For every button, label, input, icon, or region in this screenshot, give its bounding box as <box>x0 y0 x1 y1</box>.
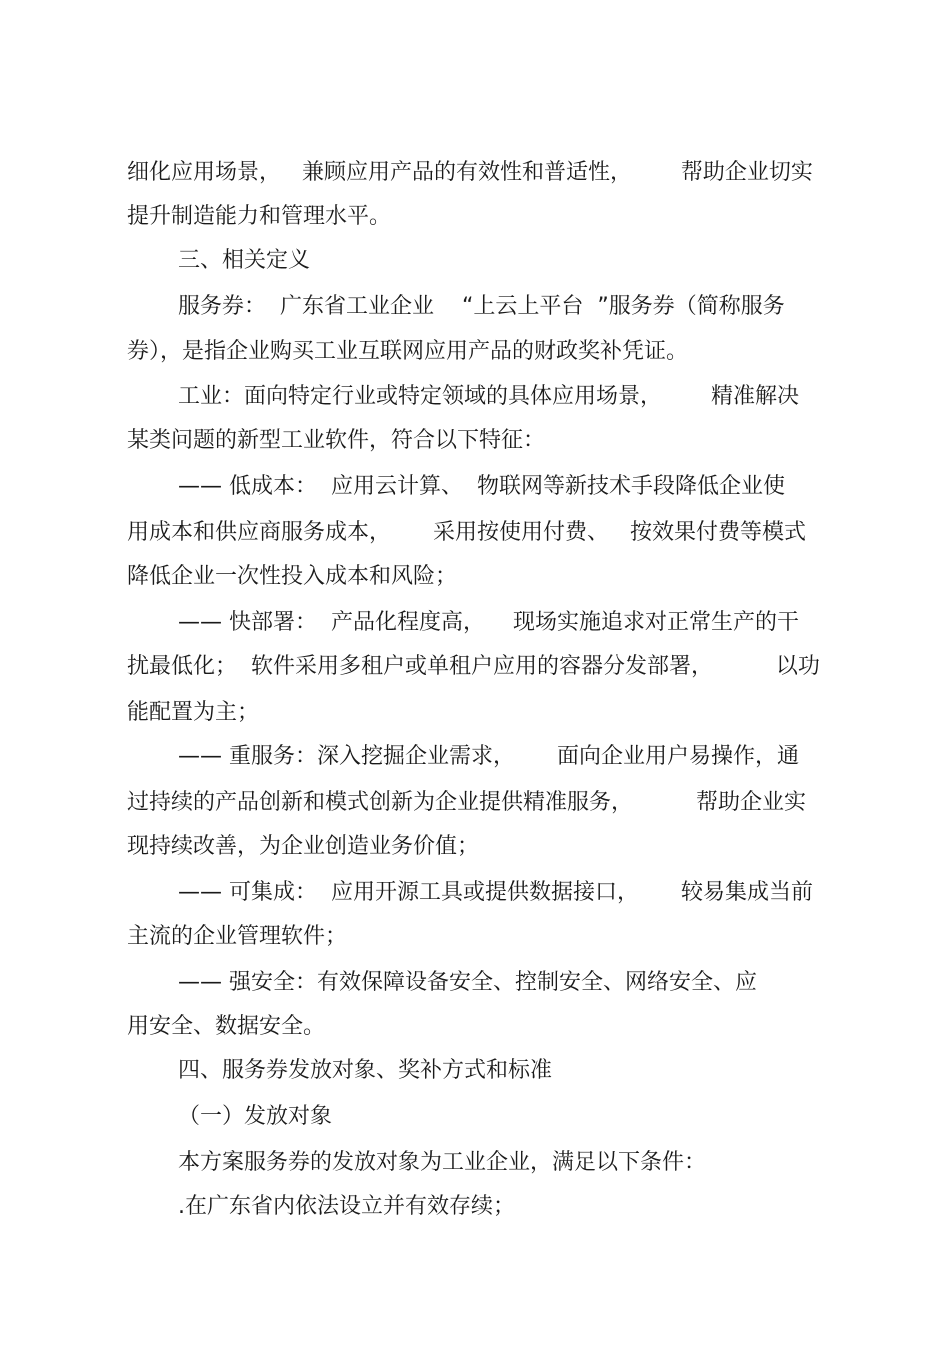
text-line: 服务券： 广东省工业企业 “上云上平台 ”服务券（简称服务 <box>178 294 785 319</box>
text-line: 能配置为主； <box>127 700 260 725</box>
condition-item: .在广东省内依法设立并有效存续； <box>178 1194 515 1219</box>
text-line: 提升制造能力和管理水平。 <box>127 204 392 229</box>
section-heading-4: 四、服务券发放对象、奖补方式和标准 <box>178 1058 553 1083</box>
feature-item-low-cost: —— 低成本： 应用云计算、 物联网等新技术手段降低企业使 <box>178 474 785 499</box>
feature-item-service: —— 重服务：深入挖掘企业需求， 面向企业用户易操作，通 <box>178 744 799 769</box>
text-line: 用安全、数据安全。 <box>127 1014 326 1039</box>
feature-item-integration: —— 可集成： 应用开源工具或提供数据接口， 较易集成当前 <box>178 880 813 905</box>
section-heading-3: 三、相关定义 <box>178 248 311 273</box>
feature-item-security: —— 强安全：有效保障设备安全、控制安全、网络安全、应 <box>178 970 757 995</box>
text-line: 用成本和供应商服务成本， 采用按使用付费、 按效果付费等模式 <box>127 520 806 545</box>
text-line: 工业：面向特定行业或特定领域的具体应用场景， 精准解决 <box>178 384 799 409</box>
feature-item-fast-deploy: —— 快部署： 产品化程度高， 现场实施追求对正常生产的干 <box>178 610 799 635</box>
subsection-heading-1: （一）发放对象 <box>178 1104 333 1129</box>
text-line: 细化应用场景， 兼顾应用产品的有效性和普适性， 帮助企业切实 <box>127 160 813 185</box>
text-line: 本方案服务券的发放对象为工业企业，满足以下条件： <box>178 1150 707 1175</box>
text-line: 过持续的产品创新和模式创新为企业提供精准服务， 帮助企业实 <box>127 790 806 815</box>
text-line: 某类问题的新型工业软件，符合以下特征： <box>127 428 546 453</box>
text-line: 扰最低化； 软件采用多租户或单租户应用的容器分发部署， 以功 <box>127 654 820 679</box>
text-line: 主流的企业管理软件； <box>127 924 348 949</box>
text-line: 现持续改善，为企业创造业务价值； <box>127 834 480 859</box>
text-line: 券），是指企业购买工业互联网应用产品的财政奖补凭证。 <box>127 339 689 364</box>
text-line: 降低企业一次性投入成本和风险； <box>127 564 458 589</box>
